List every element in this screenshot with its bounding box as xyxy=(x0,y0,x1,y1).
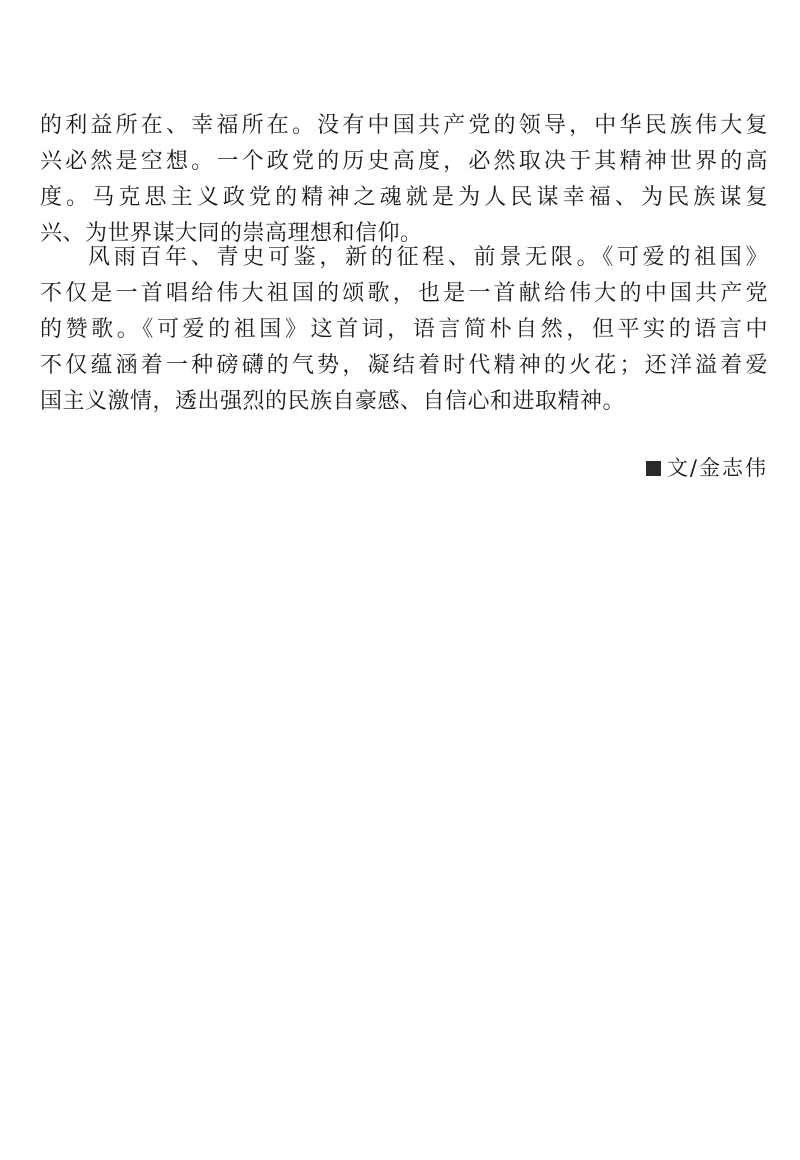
paragraph-line: 的赞歌。《可爱的祖国》这首词，语言简朴自然，但平实的语言中 xyxy=(40,317,768,342)
paragraph-line: 风雨百年、青史可鉴，新的征程、前景无限。《可爱的祖国》 xyxy=(88,245,768,270)
paragraph-line: 度。马克思主义政党的精神之魂就是为人民谋幸福、为民族谋复 xyxy=(40,185,768,210)
paragraph-line: 国主义激情，透出强烈的民族自豪感、自信心和进取精神。 xyxy=(40,389,626,414)
paragraph-line: 兴、为世界谋大同的崇高理想和信仰。 xyxy=(40,221,423,246)
paragraph-line: 不仅是一首唱给伟大祖国的颂歌，也是一首献给伟大的中国共产党 xyxy=(40,281,768,306)
black-square-icon xyxy=(646,461,661,476)
paragraph-line: 的利益所在、幸福所在。没有中国共产党的领导，中华民族伟大复 xyxy=(40,113,768,138)
author-byline xyxy=(646,452,768,484)
author-byline-text: 文/金志伟 xyxy=(666,456,768,480)
paragraph-line: 不仅蕴涵着一种磅礴的气势，凝结着时代精神的火花；还洋溢着爱 xyxy=(40,353,768,378)
paragraph-line: 兴必然是空想。一个政党的历史高度，必然取决于其精神世界的高 xyxy=(40,149,768,174)
